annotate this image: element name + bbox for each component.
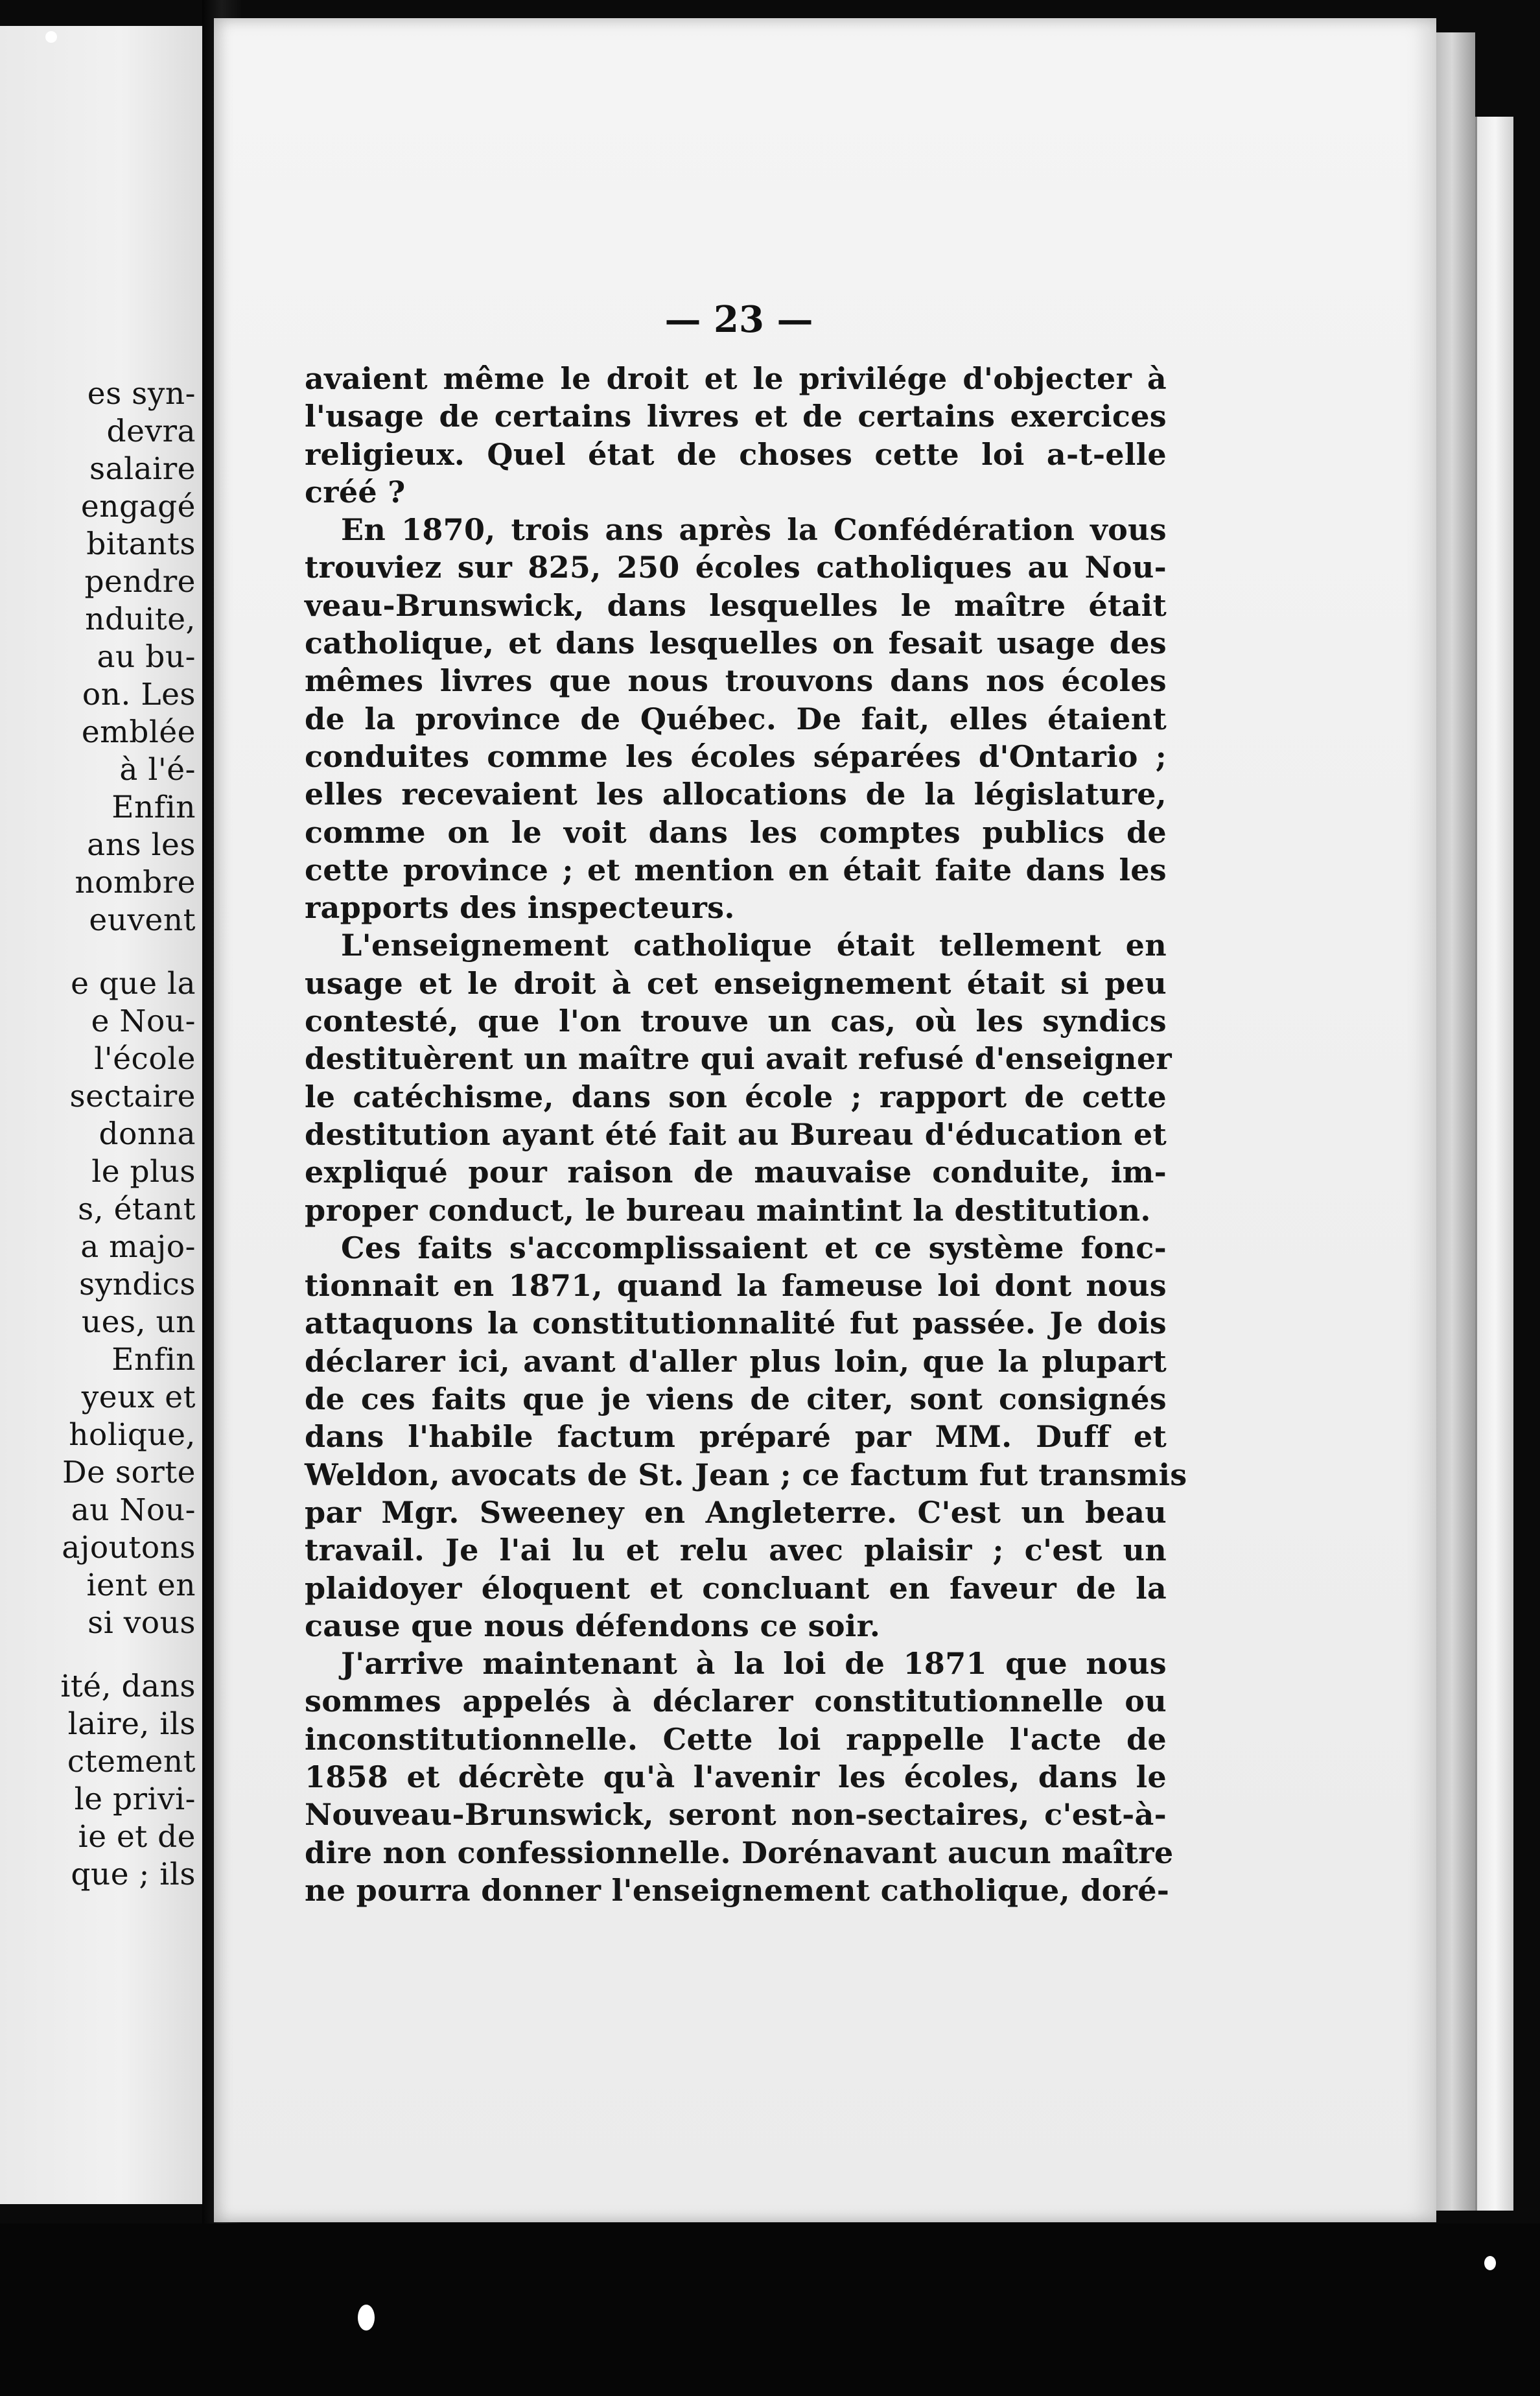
text-line: religieux. Quel état de choses cette loi a-t-elle [305,436,1167,472]
previous-page-line: ajoutons [62,1530,196,1566]
text-line: elles recevaient les allocations de la législature, [305,777,1167,812]
text-line: inconstitutionnelle. Cette loi rappelle l'acte de [305,1721,1167,1757]
text-line: comme on le voit dans les comptes publics de [305,814,1167,850]
scan-speck [358,2305,375,2331]
previous-page-line: pendre [84,564,196,600]
previous-page-line: syndics [78,1267,196,1302]
text-line: En 1870, trois ans après la Confédération vous [341,512,1167,548]
previous-page-line: sectaire [69,1079,196,1114]
previous-page-line: le privi- [74,1781,196,1817]
text-line: destituèrent un maître qui avait refusé d'enseigner [305,1041,1172,1077]
previous-page-line: ient en [86,1568,196,1603]
previous-page-line: nombre [75,865,196,900]
text-line: tionnait en 1871, quand la fameuse loi dont nous [305,1268,1167,1304]
text-line: destitution ayant été fait au Bureau d'éducation et [305,1116,1167,1152]
text-line: trouviez sur 825, 250 écoles catholiques au Nou- [305,550,1167,585]
text-line: Ces faits s'accomplissaient et ce système fonc- [341,1230,1167,1265]
previous-page-line: e que la [71,966,196,1002]
text-line: J'arrive maintenant à la loi de 1871 que nous [341,1646,1167,1682]
text-line: catholique, et dans lesquelles on fesait usage des [305,626,1167,661]
text-line: veau-Brunswick, dans lesquelles le maître était [305,587,1167,623]
text-line: cette province ; et mention en était faite dans les [305,852,1167,887]
text-line: créé ? [305,474,406,510]
text-line: avaient même le droit et le privilége d'objecter à [305,361,1167,396]
previous-page-line: salaire [89,451,196,487]
page-edge-shadow [1436,32,1475,2211]
previous-page-line: ie et de [78,1819,196,1855]
text-line: déclarer ici, avant d'aller plus loin, que la plupart [305,1343,1167,1379]
previous-page-line: euvent [89,902,196,938]
text-line: de la province de Québec. De fait, elles étaient [305,701,1167,736]
previous-page-line: nduite, [85,602,196,637]
text-line: 1858 et décrète qu'à l'avenir les écoles, dans le [305,1759,1167,1794]
previous-page-line: ctement [67,1744,196,1779]
page-number: — 23 — [664,298,813,341]
text-line: sommes appelés à déclarer constitutionnelle ou [305,1684,1167,1719]
text-line: usage et le droit à cet enseignement était si peu [305,965,1167,1001]
previous-page-line: Enfin [111,790,196,825]
previous-page-line: ues, un [81,1304,196,1340]
previous-page-line: ans les [87,827,196,863]
previous-page-line: yeux et [81,1380,196,1415]
previous-page-line: De sorte [62,1455,196,1490]
previous-page-line: le plus [91,1154,196,1190]
previous-page-line: l'école [94,1041,196,1077]
previous-page-line: es syn- [87,376,196,412]
scan-background [0,2224,1540,2396]
previous-page-line: engagé [80,489,196,524]
previous-page-line: laire, ils [67,1706,196,1742]
text-line: dans l'habile factum préparé par MM. Duff et [305,1419,1167,1455]
text-line: proper conduct, le bureau maintint la destitution. [305,1192,1151,1228]
next-page-edge [1475,117,1513,2211]
text-line: expliqué pour raison de mauvaise conduite, im- [305,1155,1167,1190]
text-line: travail. Je l'ai lu et relu avec plaisir ; c'est un [305,1533,1167,1568]
previous-page-line: Enfin [111,1342,196,1378]
previous-page-line: s, étant [78,1192,196,1227]
text-line: L'enseignement catholique était tellement en [341,928,1167,963]
text-line: par Mgr. Sweeney en Angleterre. C'est un beau [305,1494,1167,1530]
text-line: de ces faits que je viens de citer, sont consignés [305,1381,1167,1417]
text-line: Nouveau-Brunswick, seront non-sectaires, c'est-à- [305,1797,1167,1833]
previous-page-line: bitants [86,526,196,562]
previous-page-line: ité, dans [60,1669,196,1704]
body-text [305,360,1187,1909]
previous-page-line: si vous [88,1605,196,1641]
text-line: dire non confessionnelle. Dorénavant aucun maître [305,1835,1174,1870]
previous-page-line: au bu- [97,639,196,675]
text-line: ne pourra donner l'enseignement catholique, doré- [305,1872,1170,1908]
text-line: attaquons la constitutionnalité fut passée. Je dois [305,1306,1167,1341]
previous-page-line: holique, [69,1417,196,1453]
previous-page-line: a majo- [80,1229,196,1265]
previous-page-line: donna [99,1116,196,1152]
text-line: contesté, que l'on trouve un cas, où les syndics [305,1004,1167,1039]
previous-page-line: devra [106,414,196,449]
scan-speck [1484,2256,1496,2270]
previous-page-line: à l'é- [119,752,196,788]
previous-page-fragment [0,26,205,2204]
previous-page-line: on. Les [82,677,196,712]
previous-page-line: au Nou- [71,1492,196,1528]
text-line: plaidoyer éloquent et concluant en faveur de la [305,1570,1167,1606]
text-line: cause que nous défendons ce soir. [305,1608,881,1643]
previous-page-line: emblée [81,714,196,750]
text-line: rapports des inspecteurs. [305,890,735,926]
previous-page-line: e Nou- [91,1004,196,1039]
scan-speck [45,31,57,43]
text-line: Weldon, avocats de St. Jean ; ce factum fut transmis [305,1457,1187,1492]
text-line: mêmes livres que nous trouvons dans nos écoles [305,663,1167,699]
text-line: conduites comme les écoles séparées d'Ontario ; [305,738,1167,774]
previous-page-line: que ; ils [71,1857,196,1892]
text-line: le catéchisme, dans son école ; rapport de cette [305,1079,1167,1114]
text-line: l'usage de certains livres et de certains exercices [305,399,1167,434]
